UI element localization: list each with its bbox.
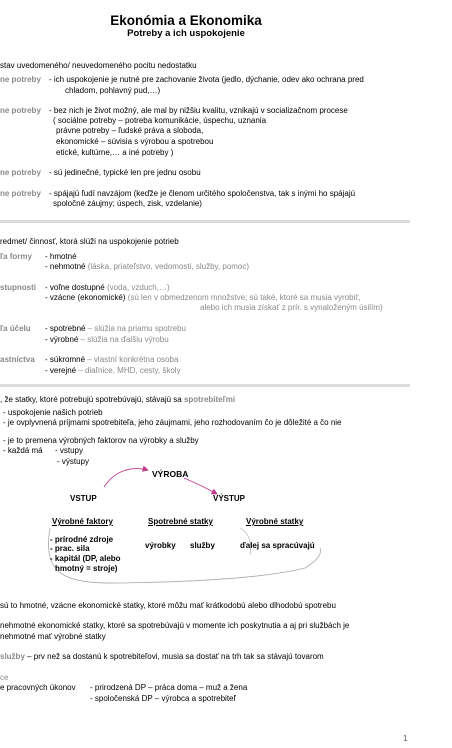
text-line: - ich uspokojenie je nutné pre zachovanie života (jedlo, dýchanie, odev ako ochrana pred — [49, 75, 364, 84]
section1-intro: stav uvedomeného/ neuvedomeného pocitu nedostatku — [0, 61, 197, 70]
diagram-col3-item: ďalej sa spracúvajú — [240, 541, 315, 550]
page-subtitle: Potreby a ich uspokojenie — [127, 28, 245, 39]
text-line: nehmotné mať výrobné statky — [0, 632, 106, 641]
text-line: - nehmotné (láska, priateľstvo, vedomosti, služby, pomoc) — [45, 262, 250, 271]
section2-intro: redmet/ činnosť, ktorá slúži na uspokojenie potrieb — [0, 237, 179, 246]
text-line: - výstupy — [57, 457, 90, 466]
text-line: sú to hmotné, vzácne ekonomické statky, ktoré môžu mať krátkodobú alebo dlhodobú spotrebu — [0, 601, 336, 610]
text-line: - výrobné – slúžia na ďalšiu výrobu — [45, 335, 169, 344]
label-potreby-3: ne potreby — [0, 168, 41, 177]
text-line: ekonomické – súvisia s výrobou a spotrebou — [56, 137, 214, 146]
label-vlastnictvo: astníctva — [0, 355, 35, 364]
diagram-vyroba: VÝROBA — [152, 469, 189, 479]
label-forma: ľa formy — [0, 252, 32, 261]
label-potreby-4: ne potreby — [0, 189, 41, 198]
text-line: - je ovplyvnená príjmami spotrebiteľa, jeho záujmami, jeho rozhodovaním čo je dôležité a čo nie — [3, 418, 342, 427]
diagram-vstup: VSTUP — [70, 494, 97, 503]
diagram-col2-head: Spotrebné statky — [148, 517, 213, 526]
label-potreby-1: ne potreby — [0, 75, 41, 84]
text-line: - spájajú ľudí navzájom (keďže je členom určitého spoločenstva, tak s inými ho spájajú — [49, 189, 356, 198]
text-line: - prirodzená DP – práca doma – muž a žena — [90, 683, 248, 692]
text-line: e pracovných úkonov — [0, 683, 76, 692]
diagram-vystup: VÝSTUP — [213, 494, 246, 503]
diagram-col1-item: - prírodné zdroje — [50, 535, 114, 544]
text-line: - voľne dostupné (voda, vzduch,…) — [45, 283, 170, 292]
diagram-col1-item: - kapitál (DP, alebo — [50, 554, 121, 563]
page-number: 1 — [403, 734, 408, 743]
text-line: - verejné – diaľnice, MHD, cesty, školy — [45, 366, 181, 375]
arrow-vyroba-vystup — [184, 478, 217, 494]
diagram-col2-b: služby — [190, 541, 215, 550]
text-line: - sú jedinečné, typické len pre jednu osobu — [49, 168, 201, 177]
diagram-col1-item: hmotný = stroje) — [55, 564, 118, 573]
page-title: Ekonómia a Ekonomika — [110, 13, 262, 28]
text-line: - uspokojenie našich potrieb — [3, 408, 103, 417]
label-dostupnost: stupnosti — [0, 283, 36, 292]
text-line: nehmotné ekonomické statky, ktoré sa spotrebúvajú v momente ich poskytnutia a aj pri službách je — [0, 621, 350, 630]
text-line: chladom, pohlavný pud,…) — [65, 86, 161, 95]
label-potreby-2: ne potreby — [0, 106, 41, 115]
label-ucel: ľa účelu — [0, 324, 31, 333]
text-line: spoločné záujmy; úspech, zisk, vzdelanie) — [53, 199, 202, 208]
text-line: - súkromné – vlastní konkrétna osoba — [45, 355, 179, 364]
arrow-vstup-vyroba — [104, 469, 148, 487]
text-line: - hmotné — [45, 252, 77, 261]
diagram-col1-item: - prac. sila — [50, 544, 90, 553]
diagram-col1-head: Výrobné faktory — [52, 517, 113, 526]
diagram-col2-a: výrobky — [145, 541, 176, 550]
text-line: ( sociálne potreby – potreba komunikácie, úspechu, uznania — [53, 116, 267, 125]
text-line: etické, kultúrne,… a iné potreby ) — [56, 148, 174, 157]
text-line: služby – prv než sa dostanú k spotrebiteľovi, musia sa dostať na trh tak sa stávajú tovarom — [0, 652, 324, 661]
text-line: alebo ich musia získať z prír. s vynaloženým úsilím) — [200, 303, 383, 312]
text-line: - vzácne (ekonomické) (sú len v obmedzenom množstve; sú také, ktoré sa musia vyrobiť, — [45, 293, 361, 302]
text-line: - každá má — [3, 446, 43, 455]
text-line: - spoločenská DP – výrobca a spotrebiteľ — [90, 694, 236, 703]
text-line: - je to premena výrobných faktorov na výrobky a služby — [3, 436, 199, 445]
section3-intro: , že statky, ktoré potrebujú spotrebúvajú, stávajú sa spotrebiteľmi — [0, 395, 236, 404]
text-line: - bez nich je život možný, ale mal by nižšiu kvalitu, vznikajú v socializačnom procese — [49, 106, 348, 115]
diagram-col3-head: Výrobné statky — [246, 517, 304, 526]
text-line: právne potreby – ľudské práva a sloboda, — [56, 126, 204, 135]
text-line: - vstupy — [55, 446, 84, 455]
text-line: ce — [0, 673, 9, 682]
text-line: - spotrebné – slúžia na priamu spotrebu — [45, 324, 186, 333]
